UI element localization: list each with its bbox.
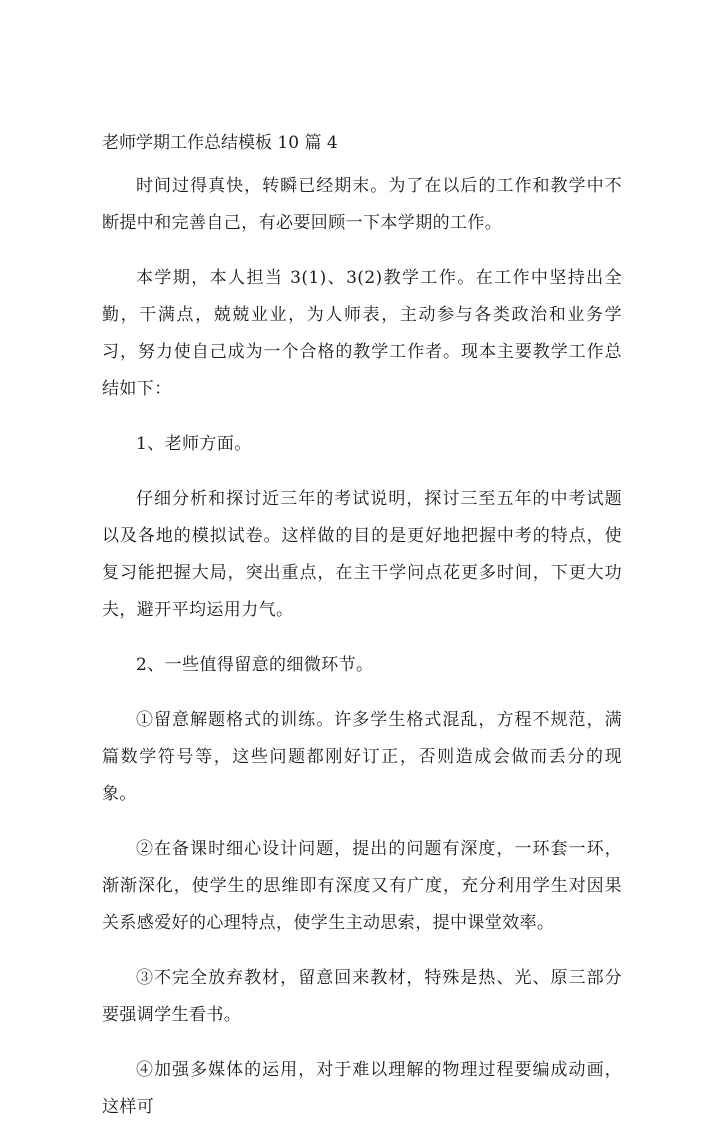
list-item-2: ②在备课时细心设计问题，提出的问题有深度，一环套一环，渐渐深化，使学生的思维即有深度又有广度，充分利用学生对因果关系感爱好的心理特点，使学生主动思索，提中课堂效率。: [102, 839, 622, 933]
list-item-3: ③不完全放弃教材，留意回来教材，特殊是热、光、原三部分要强调学生看书。: [102, 968, 622, 1025]
paragraph-duties: 本学期，本人担当 3(1)、3(2)教学工作。在工作中坚持出全勤，干满点，兢兢业业，为人师表，主动参与各类政治和业务学习，努力使自己成为一个合格的教学工作者。现本主要教学工作总结如下：: [102, 268, 622, 399]
list-item-1: ①留意解题格式的训练。许多学生格式混乱，方程不规范，满篇数学符号等，这些问题都刚好订正，否则造成会做而丢分的现象。: [102, 710, 622, 804]
paragraph-intro: 时间过得真快，转瞬已经期末。为了在以后的工作和教学中不断提中和完善自己，有必要回顾一下本学期的工作。: [102, 176, 622, 233]
list-item-4: ④加强多媒体的运用，对于难以理解的物理过程要编成动画，这样可: [102, 1060, 622, 1117]
document-page: [102, 128, 622, 1144]
heading-details: 2、一些值得留意的细微环节。: [136, 655, 374, 675]
document-title: 老师学期工作总结模板 10 篇 4: [102, 133, 338, 153]
heading-teacher-aspect: 1、老师方面。: [136, 434, 252, 454]
paragraph-analysis: 仔细分析和探讨近三年的考试说明，探讨三至五年的中考试题以及各地的模拟试卷。这样做的目的是更好地把握中考的特点，使复习能把握大局，突出重点，在主干学问点花更多时间，下更大功夫，避开平均运用力气。: [102, 489, 622, 620]
